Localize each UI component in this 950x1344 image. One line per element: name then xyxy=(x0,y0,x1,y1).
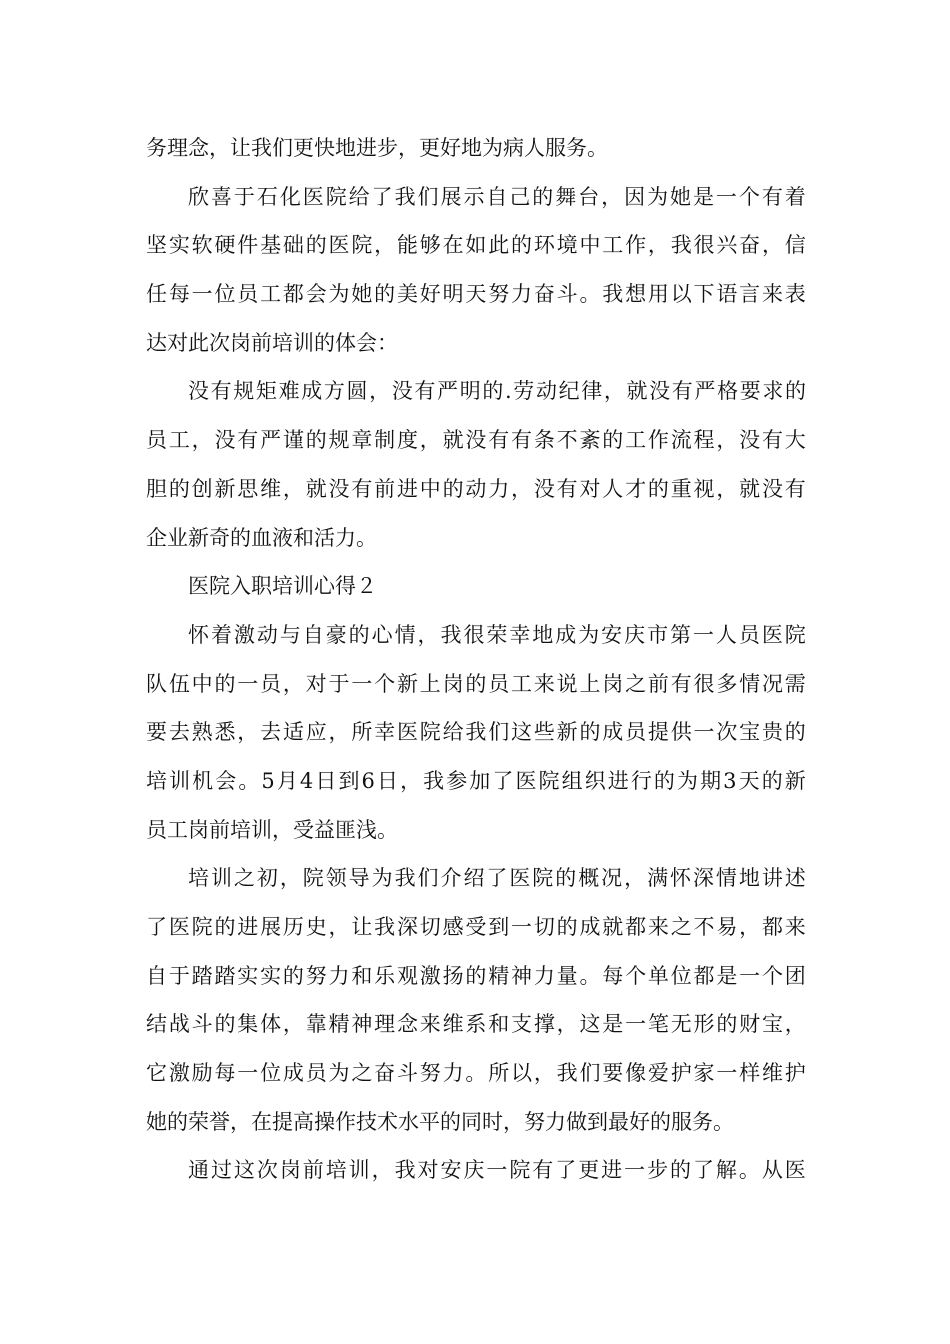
text-line: 结 战 斗 的 集 体 ， 靠 精 神 理 念 来 维 系 和 支 撑 ， 这 是 一 笔 无 形 的 财 宝 ， xyxy=(146,1012,806,1037)
text-line: 它 激 励 每 一 位 成 员 为 之 奋 斗 努 力 。 所 以 ， 我 们 要 像 爱 护 家 一 样 维 护 xyxy=(146,1061,806,1086)
text-line: 了 医 院 的 进 展 历 史 ， 让 我 深 切 感 受 到 一 切 的 成 就 都 来 之 不 易 ， 都 来 xyxy=(146,915,806,939)
document-body xyxy=(146,124,806,1195)
text-line: 坚 实 软 硬 件 基 础 的 医 院 ， 能 够 在 如 此 的 环 境 中 工 作 ， 我 很 兴 奋 ， 信 xyxy=(146,233,806,258)
text-line: 企业新奇的血液和活力。 xyxy=(146,525,377,550)
text-line: 自 于 踏 踏 实 实 的 努 力 和 乐 观 激 扬 的 精 神 力 量 。 每 个 单 位 都 是 一 个 团 xyxy=(146,963,806,988)
text-line: 务理念，让我们更快地进步，更好地为病人服务。 xyxy=(146,136,608,160)
text-line: 培 训 之 初 ， 院 领 导 为 我 们 介 绍 了 医 院 的 概 况 ， 满 怀 深 情 地 讲 述 xyxy=(188,866,806,891)
text-line: 任 每 一 位 员 工 都 会 为 她 的 美 好 明 天 努 力 奋 斗 。 我 想 用 以 下 语 言 来 表 xyxy=(146,282,806,307)
text-line: 医院入职培训心得２ xyxy=(188,574,377,599)
text-line: 没 有 规 矩 难 成 方 圆 ， 没 有 严 明 的 . 劳 动 纪 律 ， 就 没 有 严 格 要 求 的 xyxy=(188,379,806,404)
text-line: 怀 着 激 动 与 自 豪 的 心 情 ， 我 很 荣 幸 地 成 为 安 庆 市 第 一 人 员 医 院 xyxy=(188,622,806,647)
text-line: 通 过 这 次 岗 前 培 训 ， 我 对 安 庆 一 院 有 了 更 进 一 步 的 了 解 。 从 医 xyxy=(188,1158,806,1183)
text-line: 要 去 熟 悉 ， 去 适 应 ， 所 幸 医 院 给 我 们 这 些 新 的 成 员 提 供 一 次 宝 贵 的 xyxy=(146,720,806,745)
text-line: 员 工 ， 没 有 严 谨 的 规 章 制 度 ， 就 没 有 有 条 不 紊 的 工 作 流 程 ， 没 有 大 xyxy=(146,428,806,453)
text-line: 她的荣誉，在提高操作技术水平的同时，努力做到最好的服务。 xyxy=(146,1109,734,1134)
text-line: 队 伍 中 的 一 员 ， 对 于 一 个 新 上 岗 的 员 工 来 说 上 岗 之 前 有 很 多 情 况 需 xyxy=(146,671,806,696)
text-line: 胆 的 创 新 思 维 ， 就 没 有 前 进 中 的 动 力 ， 没 有 对 人 才 的 重 视 ， 就 没 有 xyxy=(146,476,806,501)
text-line: 达对此次岗前培训的体会： xyxy=(146,330,398,355)
text-line: 培 训 机 会 。 5 月 4 日 到 6 日 ， 我 参 加 了 医 院 组 织 进 行 的 为 期 3 天 的 新 xyxy=(146,768,806,793)
text-line: 员工岗前培训，受益匪浅。 xyxy=(146,817,398,842)
text-line: 欣 喜 于 石 化 医 院 给 了 我 们 展 示 自 己 的 舞 台 ， 因 为 她 是 一 个 有 着 xyxy=(188,184,806,209)
